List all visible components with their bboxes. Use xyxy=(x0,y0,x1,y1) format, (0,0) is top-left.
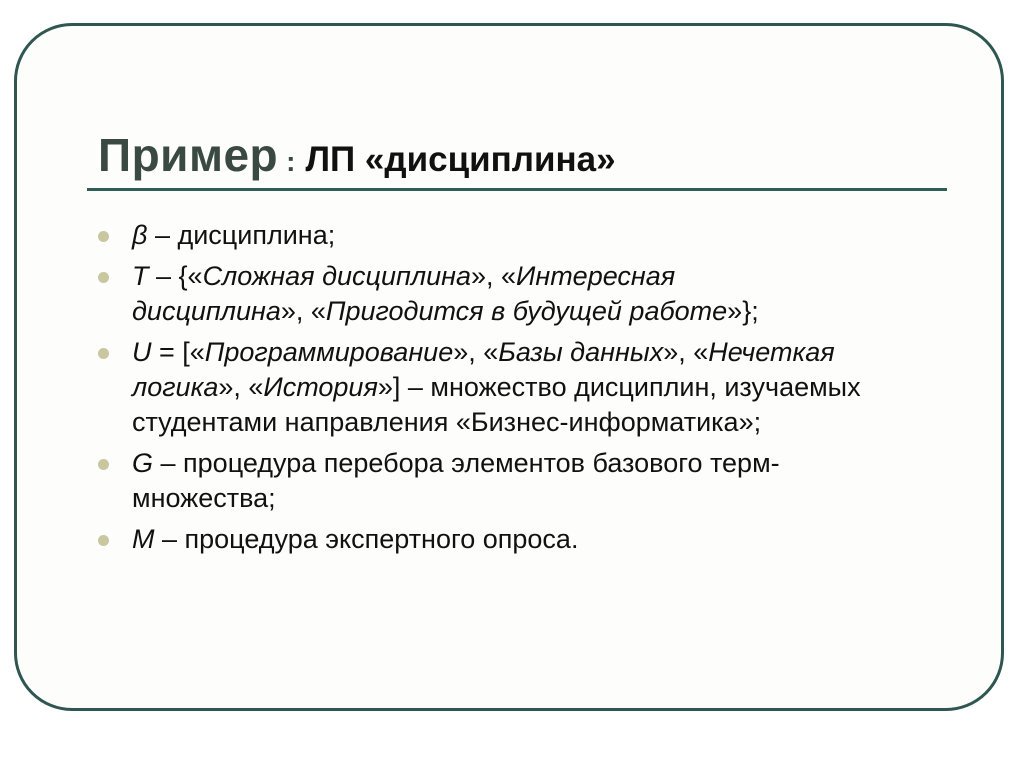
symbol-m: M xyxy=(132,524,155,554)
bullet-text: – процедура экспертного опроса. xyxy=(154,524,579,554)
bullet-text: – дисциплина; xyxy=(147,220,336,250)
term-italic: Интересная xyxy=(516,261,676,291)
bullet-dot-icon xyxy=(98,535,109,546)
slide-title xyxy=(98,128,616,188)
bullet-dot-icon xyxy=(98,348,109,359)
bullet-text: », « xyxy=(280,296,326,326)
bullet-text: = [« xyxy=(151,337,205,367)
bullet-text: », « xyxy=(453,337,499,367)
title-main: Пример xyxy=(98,129,279,181)
symbol-g: G xyxy=(132,448,154,478)
title-rest: ЛП «дисциплина» xyxy=(305,140,616,179)
symbol-beta: β xyxy=(132,220,148,250)
term-italic: Нечеткая логика xyxy=(132,337,835,402)
bullet-item-beta xyxy=(98,218,888,253)
term-italic: дисциплина xyxy=(132,296,281,326)
bullet-dot-icon xyxy=(98,459,109,470)
bullet-dot-icon xyxy=(98,272,109,283)
bullet-item-m xyxy=(98,522,888,557)
term-italic: Сложная дисциплина xyxy=(202,261,471,291)
term-italic: Пригодится в будущей работе xyxy=(325,296,728,326)
term-italic: История xyxy=(263,372,378,402)
bullet-item-g xyxy=(98,446,888,516)
title-divider xyxy=(87,188,947,191)
title-colon: : xyxy=(286,146,296,177)
symbol-u: U xyxy=(132,337,152,367)
term-italic: Программирование xyxy=(204,337,454,367)
bullet-text: », « xyxy=(663,337,709,367)
bullet-text: », « xyxy=(470,261,517,291)
bullet-text: – {« xyxy=(148,261,203,291)
symbol-t: T xyxy=(132,261,149,291)
term-italic: Базы данных xyxy=(498,337,664,367)
bullet-text: »] – множество дисциплин, изучаемых студентами направления «Бизнес-информатика»; xyxy=(132,372,861,437)
bullet-text: – процедура перебора элементов базового терм-множества; xyxy=(132,448,780,513)
bullet-dot-icon xyxy=(98,231,109,242)
bullet-text: »}; xyxy=(727,296,759,326)
bullet-item-u xyxy=(98,335,888,440)
bullet-list xyxy=(98,218,888,563)
bullet-item-t xyxy=(98,259,888,329)
bullet-text: », « xyxy=(218,372,264,402)
